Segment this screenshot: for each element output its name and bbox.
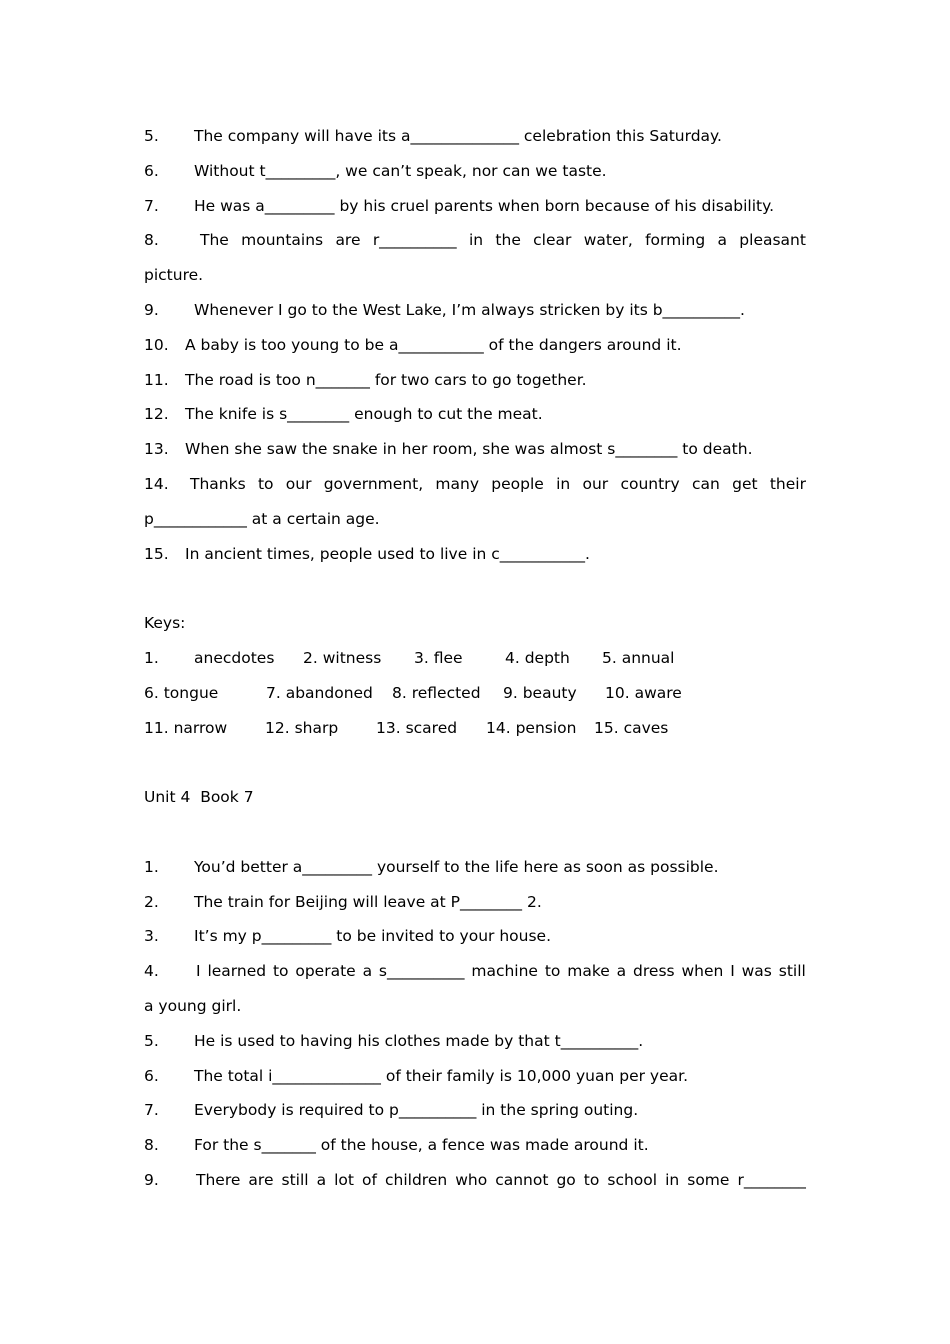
word: country <box>620 474 680 493</box>
item-number: 12. <box>144 405 169 424</box>
key-entry: 11. narrow <box>144 718 228 737</box>
word: government, <box>323 474 424 493</box>
word: still <box>281 1170 309 1189</box>
item-text: A baby is too young to be a___________ of the dangers around it. <box>185 335 682 354</box>
key-entry: 3. flee <box>414 648 463 667</box>
exercise-item-8 <box>144 223 806 258</box>
item-number: 6. <box>144 161 159 180</box>
item-number: 5. <box>144 127 159 145</box>
exercise-item-14 <box>144 467 806 502</box>
spacer <box>144 815 806 850</box>
keys-row-3 <box>144 711 806 746</box>
word: I <box>196 962 201 981</box>
word: learned <box>207 962 267 981</box>
exercise-item-9b <box>144 1163 806 1198</box>
exercise-item-12 <box>144 397 806 432</box>
item-text-continuation: a young girl. <box>144 996 242 1015</box>
word: r________ <box>737 1170 806 1189</box>
word: to <box>257 474 274 493</box>
word: r__________ <box>372 231 457 250</box>
key-entry: 12. sharp <box>265 718 339 737</box>
word: to <box>544 962 561 981</box>
word: in <box>468 231 484 250</box>
word: some <box>687 1170 730 1189</box>
exercise-item-1 <box>144 850 806 885</box>
word: operate <box>295 962 356 981</box>
item-text <box>200 223 806 258</box>
item-text: The total i______________ of their family is 10,000 yuan per year. <box>194 1066 689 1085</box>
word: forming <box>645 231 706 250</box>
exercise-item-2 <box>144 885 806 920</box>
item-text: When she saw the snake in her room, she was almost s________ to death. <box>185 440 753 459</box>
word: in <box>556 474 571 493</box>
word: to <box>583 1170 600 1189</box>
item-text: Everybody is required to p__________ in the spring outing. <box>194 1101 639 1120</box>
item-number: 6. <box>144 1066 159 1085</box>
exercise-item-3 <box>144 919 806 954</box>
word: children <box>384 1170 448 1189</box>
word: mountains <box>241 231 324 250</box>
item-number: 11. <box>144 370 169 389</box>
exercise-item-4 <box>144 954 806 989</box>
item-number: 2. <box>144 892 159 911</box>
word: the <box>495 231 521 250</box>
item-text: The company will have its a______________ celebration this Saturday. <box>194 127 722 145</box>
word: can <box>691 474 720 493</box>
word: a <box>316 1170 327 1189</box>
word: I <box>730 962 735 981</box>
item-number: 9. <box>144 1170 159 1189</box>
item-text <box>196 1163 806 1198</box>
item-number: 7. <box>144 196 159 215</box>
word: when <box>681 962 724 981</box>
exercise-item-10 <box>144 328 806 363</box>
unit-heading: Unit 4 Book 7 <box>144 788 254 807</box>
item-text: He is used to having his clothes made by that t__________. <box>194 1031 644 1050</box>
word: clear <box>533 231 572 250</box>
key-entry: 2. witness <box>303 648 382 667</box>
key-entry: 7. abandoned <box>266 683 373 702</box>
item-number: 7. <box>144 1101 159 1120</box>
exercise-item-9 <box>144 293 806 328</box>
word: lot <box>334 1170 354 1189</box>
item-text: The knife is s________ enough to cut the meat. <box>185 405 543 424</box>
word: get <box>732 474 758 493</box>
item-text: In ancient times, people used to live in c___________. <box>185 544 590 563</box>
word: make <box>567 962 610 981</box>
item-text: For the s_______ of the house, a fence was made around it. <box>194 1136 649 1155</box>
word: s__________ <box>378 962 465 981</box>
exercise-item-15 <box>144 537 806 572</box>
item-number: 9. <box>144 300 159 319</box>
word: of <box>362 1170 377 1189</box>
word: a <box>717 231 727 250</box>
word: people <box>491 474 544 493</box>
item-number: 5. <box>144 1031 159 1050</box>
word: who <box>455 1170 488 1189</box>
exercise-item-5 <box>144 119 806 154</box>
item-number: 15. <box>144 544 169 563</box>
word: are <box>248 1170 274 1189</box>
word: dress <box>633 962 675 981</box>
exercise-item-8b <box>144 1128 806 1163</box>
item-text: Whenever I go to the West Lake, I’m always stricken by its b__________. <box>194 300 745 319</box>
key-entry: 4. depth <box>505 648 570 667</box>
keys-heading: Keys: <box>144 614 186 633</box>
item-number: 10. <box>144 335 169 354</box>
word: machine <box>471 962 538 981</box>
keys-row-2 <box>144 676 806 711</box>
exercise-item-7 <box>144 189 806 224</box>
word: water, <box>583 231 633 250</box>
spacer <box>144 745 806 780</box>
word: Thanks <box>190 474 246 493</box>
word: pleasant <box>739 231 806 250</box>
exercise-item-7b <box>144 1093 806 1128</box>
key-entry: 13. scared <box>376 718 458 737</box>
item-text <box>196 954 806 989</box>
word: are <box>335 231 361 250</box>
word: our <box>285 474 312 493</box>
key-entry: 8. reflected <box>392 683 481 702</box>
key-entry: 9. beauty <box>503 683 577 702</box>
word: to <box>272 962 289 981</box>
item-number: 8. <box>144 231 159 250</box>
key-entry: anecdotes <box>194 648 275 667</box>
word: a <box>616 962 627 981</box>
word: school <box>607 1170 658 1189</box>
key-entry: 15. caves <box>594 718 669 737</box>
item-text-continuation: picture. <box>144 266 204 285</box>
word: our <box>582 474 609 493</box>
exercise-item-6b <box>144 1059 806 1094</box>
item-text-continuation: p____________ at a certain age. <box>144 509 380 528</box>
item-text: The train for Beijing will leave at P________ 2. <box>194 892 542 911</box>
key-entry: 5. annual <box>602 648 675 667</box>
word: still <box>778 962 806 981</box>
word: go <box>556 1170 576 1189</box>
item-number: 3. <box>144 927 159 946</box>
exercise-item-13 <box>144 432 806 467</box>
word: cannot <box>495 1170 549 1189</box>
item-number: 14. <box>144 474 169 493</box>
word: There <box>196 1170 241 1189</box>
exercise-item-5b <box>144 1024 806 1059</box>
item-number: 8. <box>144 1136 159 1155</box>
item-text: It’s my p_________ to be invited to your house. <box>194 927 552 946</box>
word: in <box>665 1170 680 1189</box>
item-number: 4. <box>144 962 159 981</box>
exercise-item-11 <box>144 363 806 398</box>
word: many <box>435 474 479 493</box>
word: their <box>769 474 806 493</box>
exercise-item-6 <box>144 154 806 189</box>
key-entry: 14. pension <box>486 718 577 737</box>
word: was <box>741 962 772 981</box>
item-number: 1. <box>144 857 159 876</box>
item-number: 13. <box>144 440 169 459</box>
document-page <box>144 119 806 1198</box>
item-text: Without t_________, we can’t speak, nor can we taste. <box>194 161 607 180</box>
key-entry: 6. tongue <box>144 683 219 702</box>
item-text: He was a_________ by his cruel parents when born because of his disability. <box>194 196 775 215</box>
item-text: The road is too n_______ for two cars to go together. <box>185 370 587 389</box>
key-entry: 1. <box>144 648 159 667</box>
word: The <box>200 231 229 250</box>
keys-row-1 <box>144 641 806 676</box>
item-text <box>190 467 806 502</box>
word: a <box>362 962 373 981</box>
item-text: You’d better a_________ yourself to the life here as soon as possible. <box>194 857 719 876</box>
key-entry: 10. aware <box>605 683 682 702</box>
spacer <box>144 571 806 606</box>
